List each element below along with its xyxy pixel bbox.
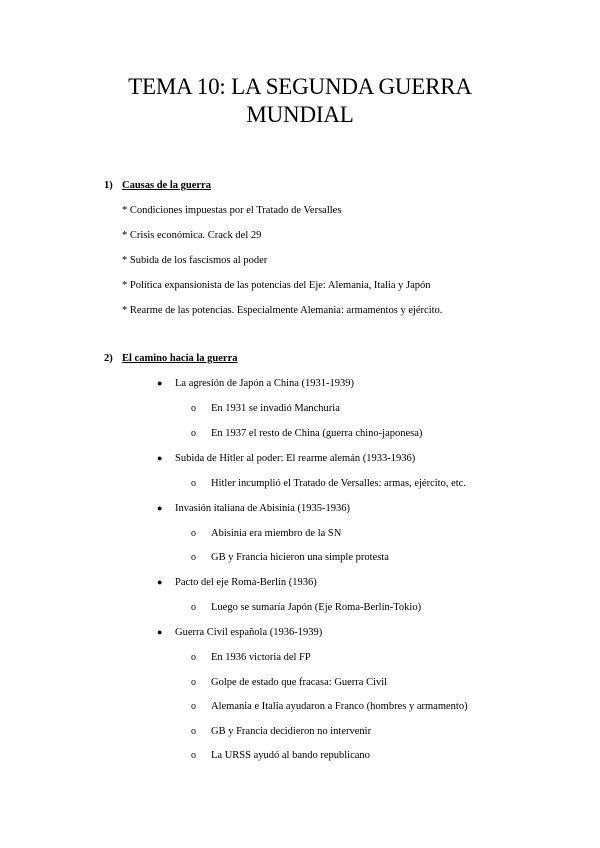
cause-item: * Crisis económica. Crack del 29 bbox=[122, 230, 262, 241]
sub-list-item bbox=[191, 552, 389, 563]
hollow-bullet-icon: o bbox=[191, 677, 196, 688]
list-item-text: La agresión de Japón a China (1931-1939) bbox=[175, 378, 355, 389]
bullet-icon: ● bbox=[157, 627, 163, 637]
section-title: El camino hacia la guerra bbox=[122, 353, 238, 364]
list-item-text: Guerra Civil española (1936-1939) bbox=[175, 627, 323, 638]
hollow-bullet-icon: o bbox=[191, 478, 196, 489]
list-item bbox=[157, 627, 322, 638]
hollow-bullet-icon: o bbox=[191, 750, 196, 761]
page-title-line-1: TEMA 10: LA SEGUNDA GUERRA bbox=[128, 74, 472, 99]
hollow-bullet-icon: o bbox=[191, 602, 196, 613]
list-item bbox=[157, 378, 354, 389]
hollow-bullet-icon: o bbox=[191, 528, 196, 539]
sub-list-item bbox=[191, 602, 421, 613]
sub-list-item-text: En 1936 victoria del FP bbox=[211, 652, 311, 663]
sub-list-item-text: En 1937 el resto de China (guerra chino-japonesa) bbox=[211, 428, 423, 439]
sub-list-item-text: Hitler incumplió el Tratado de Versalles: armas, ejército, etc. bbox=[211, 478, 466, 489]
hollow-bullet-icon: o bbox=[191, 701, 196, 712]
hollow-bullet-icon: o bbox=[191, 726, 196, 737]
list-item bbox=[157, 577, 317, 588]
bullet-icon: ● bbox=[157, 503, 163, 513]
sub-list-item bbox=[191, 528, 341, 539]
sub-list-item-text: GB y Francia hicieron una simple protesta bbox=[211, 552, 389, 563]
sub-list-item-text: La URSS ayudó al bando republicano bbox=[211, 750, 370, 761]
sub-list-item-text: Golpe de estado que fracasa: Guerra Civil bbox=[211, 677, 388, 688]
hollow-bullet-icon: o bbox=[191, 552, 196, 563]
list-item-text: Invasión italiana de Abisinia (1935-1936) bbox=[175, 503, 350, 514]
sub-list-item bbox=[191, 428, 422, 439]
sub-list-item bbox=[191, 750, 370, 761]
bullet-icon: ● bbox=[157, 378, 163, 388]
section-title: Causas de la guerra bbox=[122, 180, 211, 191]
section-2-heading bbox=[104, 353, 238, 364]
sub-list-item-text: Alemania e Italia ayudaron a Franco (hombres y armamento) bbox=[211, 701, 468, 712]
sub-list-item bbox=[191, 478, 466, 489]
hollow-bullet-icon: o bbox=[191, 652, 196, 663]
sub-list-item bbox=[191, 726, 371, 737]
sub-list-item bbox=[191, 677, 387, 688]
list-item-text: Subida de Hitler al poder: El rearme alemán (1933-1936) bbox=[175, 453, 416, 464]
list-item-text: Pacto del eje Roma-Berlín (1936) bbox=[175, 577, 317, 588]
sub-list-item bbox=[191, 403, 340, 414]
section-1-heading bbox=[104, 180, 211, 191]
page-title-line-2: MUNDIAL bbox=[246, 102, 354, 127]
cause-item: * Subida de los fascismos al poder bbox=[122, 255, 268, 266]
sub-list-item-text: GB y Francia decidieron no intervenir bbox=[211, 726, 372, 737]
cause-item: * Rearme de las potencias. Especialmente Alemania: armamentos y ejército. bbox=[122, 305, 443, 316]
sub-list-item bbox=[191, 701, 468, 712]
list-item bbox=[157, 453, 415, 464]
section-number: 1) bbox=[104, 180, 113, 191]
cause-item: * Condiciones impuestas por el Tratado de Versalles bbox=[122, 205, 342, 216]
bullet-icon: ● bbox=[157, 577, 163, 587]
bullet-icon: ● bbox=[157, 453, 163, 463]
hollow-bullet-icon: o bbox=[191, 403, 196, 414]
sub-list-item-text: Abisinia era miembro de la SN bbox=[211, 528, 342, 539]
sub-list-item-text: En 1931 se invadió Manchuria bbox=[211, 403, 340, 414]
cause-item: * Política expansionista de las potencias del Eje: Alemania, Italia y Japón bbox=[122, 280, 431, 291]
hollow-bullet-icon: o bbox=[191, 428, 196, 439]
list-item bbox=[157, 503, 350, 514]
sub-list-item-text: Luego se sumaría Japón (Eje Roma-Berlín-Tokio) bbox=[211, 602, 422, 613]
sub-list-item bbox=[191, 652, 311, 663]
section-number: 2) bbox=[104, 353, 113, 364]
